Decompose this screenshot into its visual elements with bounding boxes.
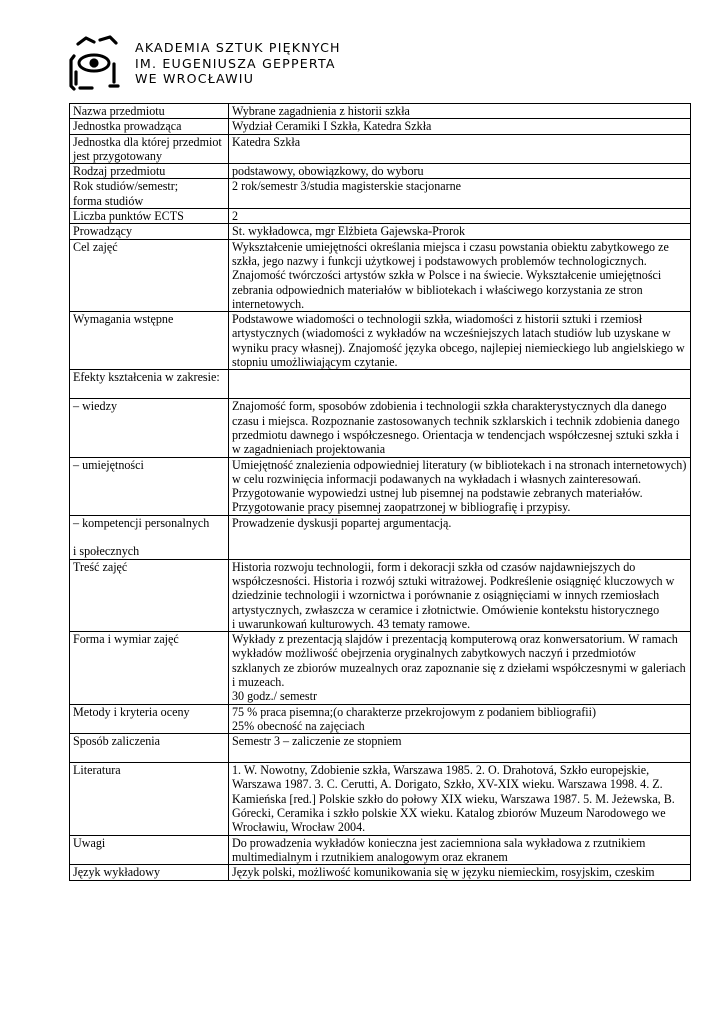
row-label: Forma i wymiar zajęć <box>70 632 229 704</box>
table-row <box>70 164 691 179</box>
row-label: Efekty kształcenia w zakresie: <box>70 370 229 399</box>
row-value: Do prowadzenia wykładów konieczna jest zaciemniona sala wykładowa z rzutnikiem multimedialnym i rzutnikiem analogowym oraz ekranem <box>229 835 691 865</box>
row-label: Język wykładowy <box>70 865 229 880</box>
row-label: Rodzaj przedmiotu <box>70 164 229 179</box>
table-row <box>70 632 691 704</box>
row-value: Wydział Ceramiki I Szkła, Katedra Szkła <box>229 119 691 134</box>
table-row <box>70 734 691 763</box>
table-row <box>70 704 691 734</box>
row-value: Znajomość form, sposobów zdobienia i technologii szkła charakterystycznych dla danego czasu i miejsca. Rozpoznanie zastosowanych technik szklarskich i technik zdobienia danego przedmiotu dawnego i współczesnego. Orientacja w tendencjach współczesnej sztuki szkła i w zagadnieniach projektowania <box>229 399 691 457</box>
row-label: Wymagania wstępne <box>70 312 229 370</box>
row-value: Podstawowe wiadomości o technologii szkła, wiadomości z historii sztuki i rzemiosł artystycznych (wiadomości z wykładów na wcześniejszych latach studiów lub uzyskane w wyniku pracy własnej). Znajomość języka obcego, najlepiej niemieckiego lub angielskiego w stopniu umożliwiającym czytanie. <box>229 312 691 370</box>
institution-line-2: IM. EUGENIUSZA GEPPERTA <box>135 55 336 71</box>
table-row <box>70 179 691 209</box>
row-value: Semestr 3 – zaliczenie ze stopniem <box>229 734 691 763</box>
table-row <box>70 865 691 880</box>
row-label: Liczba punktów ECTS <box>70 209 229 224</box>
table-row <box>70 134 691 164</box>
row-value: Historia rozwoju technologii, form i dekoracji szkła od czasów najdawniejszych do współczesności. Historia i rozwój sztuki witrażowej. Podkreślenie osiągnięć kluczowych w dziedzinie technologii i wzornictwa i porównanie z osiągnięciami w innych rzemiosłach artystycznych, zwłaszcza w ceramice i złotnictwie. Omówienie kontekstu historycznego i uwarunkowań kulturowych. 43 tematy ramowe. <box>229 559 691 631</box>
row-value: 2 <box>229 209 691 224</box>
row-value: Wykształcenie umiejętności określania miejsca i czasu powstania obiektu zabytkowego ze szkła, jego nazwy i funkcji użytkowej i podstawowych problemów technologicznych. Znajomość twórczości artystów szkła w Polsce i na świecie. Wykształcenie umiejętności zebrania odpowiednich materiałów w bibliotekach i właściwego korzystania ze stron internetowych. <box>229 239 691 311</box>
table-row <box>70 104 691 119</box>
row-value: podstawowy, obowiązkowy, do wyboru <box>229 164 691 179</box>
table-row <box>70 209 691 224</box>
row-value: Umiejętność znalezienia odpowiedniej literatury (w bibliotekach i na stronach internetowych) w celu rozwinięcia informacji podawanych na wykładach i własnych zainteresowań. Przygotowanie wypowiedzi ustnej lub pisemnej na podstawie zebranych materiałów. Przygotowanie pracy pisemnej zaopatrzonej w bibliografię i przypisy. <box>229 457 691 515</box>
table-row <box>70 559 691 631</box>
row-label: Literatura <box>70 763 229 835</box>
table-row <box>70 119 691 134</box>
table-row <box>70 515 691 559</box>
table-row <box>70 763 691 835</box>
institution-line-1: AKADEMIA SZTUK PIĘKNYCH <box>135 40 341 55</box>
row-label: Nazwa przedmiotu <box>70 104 229 119</box>
institution-line-3: WE WROCŁAWIU <box>135 71 255 86</box>
row-value: 75 % praca pisemna;(o charakterze przekrojowym z podaniem bibliografii) 25% obecność na zajęciach <box>229 704 691 734</box>
row-label: Jednostka prowadząca <box>70 119 229 134</box>
row-label: Metody i kryteria oceny <box>70 704 229 734</box>
row-label: – umiejętności <box>70 457 229 515</box>
row-label: Rok studiów/semestr; forma studiów <box>70 179 229 209</box>
row-label: Sposób zaliczenia <box>70 734 229 763</box>
row-value <box>229 370 691 399</box>
row-label: Uwagi <box>70 835 229 865</box>
row-label: Jednostka dla której przedmiot jest przygotowany <box>70 134 229 164</box>
row-value: 2 rok/semestr 3/studia magisterskie stacjonarne <box>229 179 691 209</box>
row-value: St. wykładowca, mgr Elżbieta Gajewska-Prorok <box>229 224 691 239</box>
table-row <box>70 399 691 457</box>
table-row <box>70 239 691 311</box>
row-value: Wybrane zagadnienia z historii szkła <box>229 104 691 119</box>
row-label: Cel zajęć <box>70 239 229 311</box>
row-label: – kompetencji personalnych i społecznych <box>70 515 229 559</box>
row-value: Wykłady z prezentacją slajdów i prezentacją komputerową oraz konwersatorium. W ramach wykładów możliwość obejrzenia oryginalnych zabytkowych naczyń i przedmiotów szklanych ze zbiorów muzealnych oraz zapoznanie się z dziełami współczesnymi w galeriach i muzeach. 30 godz./ semestr <box>229 632 691 704</box>
table-row <box>70 835 691 865</box>
row-label: Prowadzący <box>70 224 229 239</box>
institution-name <box>135 40 341 87</box>
row-value: 1. W. Nowotny, Zdobienie szkła, Warszawa 1985. 2. O. Drahotová, Szkło europejskie, Warszawa 1987. 3. C. Cerutti, A. Dorigato, Szkło, XV-XIX wieku. Warszawa 1998. 4. Z. Kamieńska [red.] Polskie szkło do połowy XIX wieku, Warszawa 1987. 5. M. Jeżewska, B. Górecki, Ceramika i szkło polskie XX wieku. Katalog zbiorów Muzeum Narodowego we Wrocławiu, Wrocław 2004. <box>229 763 691 835</box>
letterhead <box>66 34 366 94</box>
row-value: Prowadzenie dyskusji popartej argumentacją. <box>229 515 691 559</box>
row-value: Język polski, możliwość komunikowania się w języku niemieckim, rosyjskim, czeskim <box>229 865 691 880</box>
row-value: Katedra Szkła <box>229 134 691 164</box>
table-row <box>70 224 691 239</box>
table-row <box>70 312 691 370</box>
row-label: Treść zajęć <box>70 559 229 631</box>
course-syllabus-table <box>69 103 691 881</box>
academy-logo-icon <box>66 34 122 92</box>
table-row <box>70 370 691 399</box>
row-label: – wiedzy <box>70 399 229 457</box>
table-row <box>70 457 691 515</box>
